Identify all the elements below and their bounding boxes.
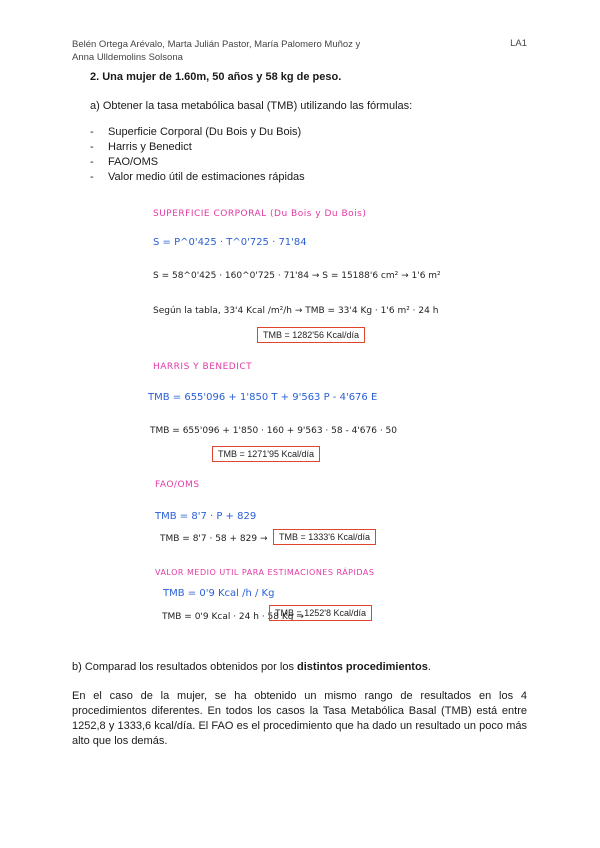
vm-calc: TMB = 0'9 Kcal · 24 h · 58 Kg →: [162, 612, 304, 622]
hb-calc: TMB = 655'096 + 1'850 · 160 + 9'563 · 58 - 4'676 · 50: [150, 426, 397, 436]
sc-calc: S = 58^0'425 · 160^0'725 · 71'84 → S = 15188'6 cm² → 1'6 m²: [153, 271, 441, 281]
hb-formula: TMB = 655'096 + 1'850 T + 9'563 P - 4'676 E: [148, 392, 378, 403]
sc-formula: S = P^0'425 · T^0'725 · 71'84: [153, 237, 307, 248]
fao-calc: TMB = 8'7 · 58 + 829 →: [160, 534, 268, 544]
methods-list: [90, 125, 305, 185]
question-title: 2. Una mujer de 1.60m, 50 años y 58 kg de peso.: [90, 71, 342, 83]
method-item: - FAO/OMS: [90, 155, 305, 170]
sc-table: Según la tabla, 33'4 Kcal /m²/h → TMB = 33'4 Kg · 1'6 m² · 24 h: [153, 306, 439, 316]
answer-paragraph: En el caso de la mujer, se ha obtenido un mismo rango de resultados en los 4 procedimientos diferentes. En todos los casos la Tasa Metabólica Basal (TMB) está entre 1252,8 y 1333,6 kcal/día. El FAO es el procedimiento que ha dado un resultado un poco más alto que los demás.: [72, 690, 527, 747]
fao-formula: TMB = 8'7 · P + 829: [155, 511, 257, 522]
part-b-suffix: .: [427, 661, 431, 673]
hb-result-box: TMB = 1271'95 Kcal/día: [212, 446, 320, 462]
sc-title: SUPERFICIE CORPORAL (Du Bois y Du Bois): [153, 209, 367, 219]
sc-result-box: TMB = 1282'56 Kcal/día: [257, 327, 365, 343]
vm-formula: TMB = 0'9 Kcal /h / Kg: [163, 588, 275, 599]
vm-result-box: TMB = 1252'8 Kcal/día: [269, 605, 372, 621]
part-b-prefix: b) Comparad los resultados obtenidos por los: [72, 661, 298, 673]
authors-line-1: Belén Ortega Arévalo, Marta Julián Pastor, María Palomero Muñoz y: [72, 39, 361, 50]
method-item: - Valor medio útil de estimaciones rápidas: [90, 170, 305, 185]
vm-title: VALOR MEDIO UTIL PARA ESTIMACIONES RÁPIDAS: [155, 568, 375, 577]
fao-result-box: TMB = 1333'6 Kcal/día: [273, 529, 376, 545]
part-b-bold: distintos procedimientos: [297, 661, 428, 673]
question-part-b: [72, 661, 431, 673]
method-item: - Superficie Corporal (Du Bois y Du Bois): [90, 125, 305, 140]
header-code: LA1: [510, 38, 527, 49]
fao-title: FAO/OMS: [155, 480, 200, 490]
hb-title: HARRIS Y BENEDICT: [153, 362, 253, 372]
question-part-a: a) Obtener la tasa metabólica basal (TMB) utilizando las fórmulas:: [90, 100, 413, 112]
authors-line-2: Anna Ulldemolins Solsona: [72, 52, 183, 63]
header-authors: [72, 38, 360, 64]
method-item: - Harris y Benedict: [90, 140, 305, 155]
